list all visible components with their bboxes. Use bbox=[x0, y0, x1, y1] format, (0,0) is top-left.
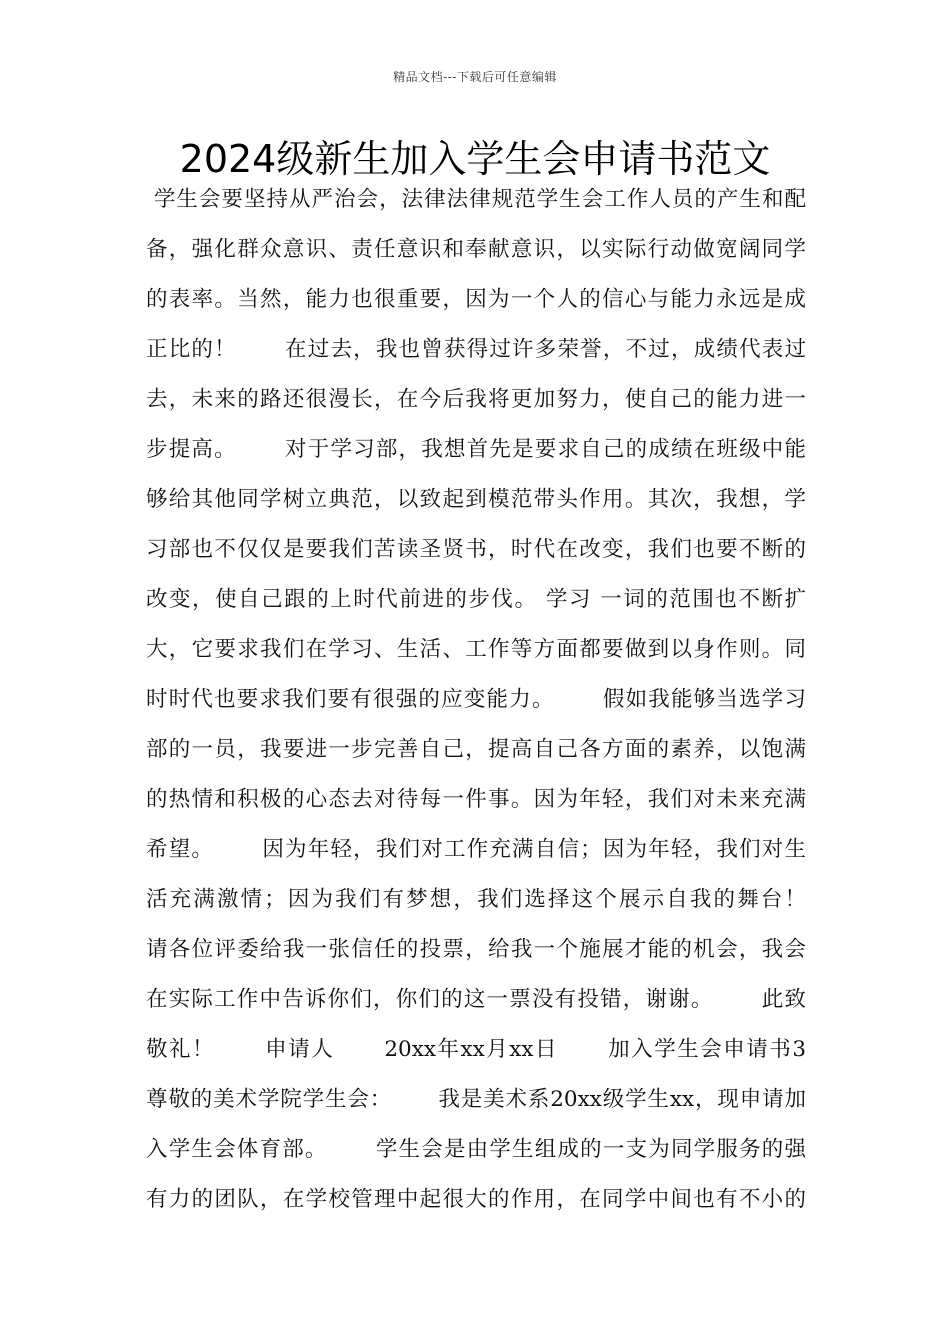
body-line: 有力的团队，在学校管理中起很大的作用，在同学中间也有不小的 bbox=[146, 1187, 806, 1212]
header-note: 精品文档---下载后可任意编辑 bbox=[393, 70, 557, 84]
body-line: 够给其他同学树立典范，以致起到模范带头作用。其次，我想，学 bbox=[146, 487, 806, 512]
body-line: 敬礼！ 申请人 20xx年xx月xx日 加入学生会申请书3 bbox=[146, 1037, 806, 1062]
body-line: 部的一员，我要进一步完善自己，提高自己各方面的素养，以饱满 bbox=[146, 737, 806, 762]
body-line: 时时代也要求我们要有很强的应变能力。 假如我能够当选学习 bbox=[146, 687, 806, 712]
document-body bbox=[146, 180, 806, 1230]
body-line: 习部也不仅仅是要我们苦读圣贤书，时代在改变，我们也要不断的 bbox=[146, 537, 806, 562]
body-line: 去，未来的路还很漫长，在今后我将更加努力，使自己的能力进一 bbox=[146, 387, 806, 412]
body-line: 希望。 因为年轻，我们对工作充满自信；因为年轻，我们对生 bbox=[146, 837, 806, 862]
body-line: 的热情和积极的心态去对待每一件事。因为年轻，我们对未来充满 bbox=[146, 787, 806, 812]
document-title: 2024级新生加入学生会申请书范文 bbox=[179, 137, 771, 181]
body-line: 入学生会体育部。 学生会是由学生组成的一支为同学服务的强 bbox=[146, 1137, 806, 1162]
body-line: 请各位评委给我一张信任的投票，给我一个施展才能的机会，我会 bbox=[146, 937, 806, 962]
body-line: 的表率。当然，能力也很重要，因为一个人的信心与能力永远是成 bbox=[146, 287, 806, 312]
body-line: 改变，使自己跟的上时代前进的步伐。 学习 一词的范围也不断扩 bbox=[146, 587, 806, 612]
body-line: 大，它要求我们在学习、生活、工作等方面都要做到以身作则。同 bbox=[146, 637, 806, 662]
body-line: 步提高。 对于学习部，我想首先是要求自己的成绩在班级中能 bbox=[146, 437, 806, 462]
body-line: 备，强化群众意识、责任意识和奉献意识，以实际行动做宽阔同学 bbox=[146, 237, 806, 262]
body-line: 活充满激情；因为我们有梦想，我们选择这个展示自我的舞台！ bbox=[146, 887, 806, 912]
body-line: 在实际工作中告诉你们，你们的这一票没有投错，谢谢。 此致 bbox=[146, 987, 806, 1012]
body-line: 正比的！ 在过去，我也曾获得过许多荣誉，不过，成绩代表过 bbox=[146, 337, 806, 362]
body-line: 学生会要坚持从严治会，法律法律规范学生会工作人员的产生和配 bbox=[146, 187, 806, 212]
body-line: 尊敬的美术学院学生会： 我是美术系20xx级学生xx，现申请加 bbox=[146, 1087, 806, 1112]
